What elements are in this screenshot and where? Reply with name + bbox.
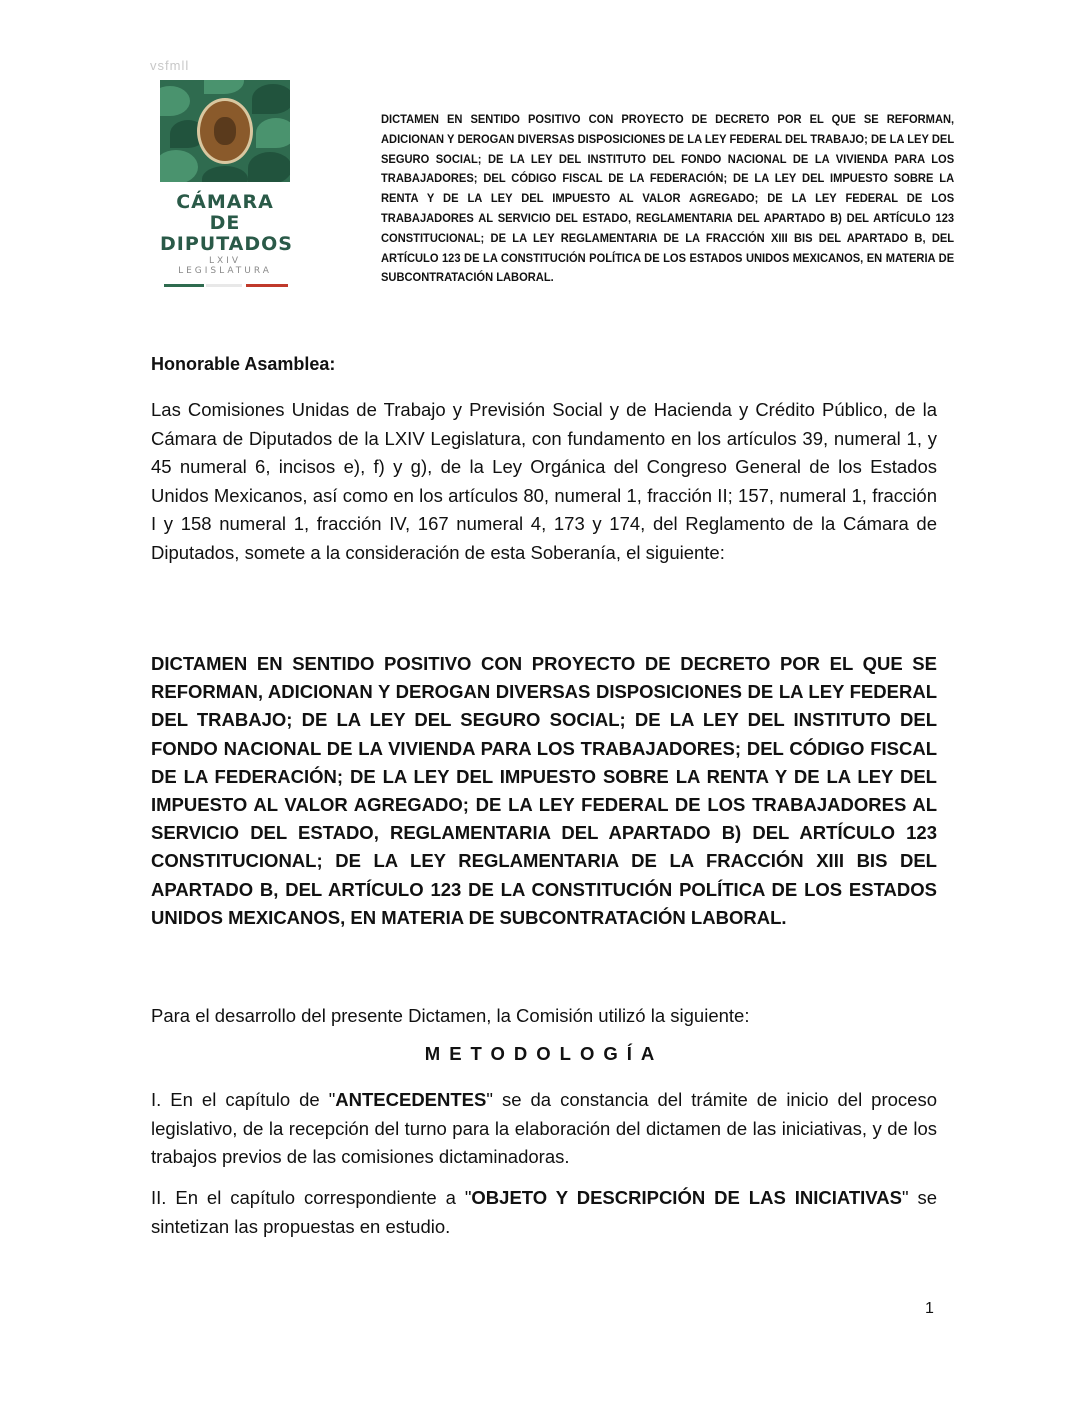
methodology-heading: METODOLOGÍA — [424, 1043, 664, 1064]
development-intro-paragraph: Para el desarrollo del presente Dictamen, la Comisión utilizó la siguiente: — [151, 1005, 750, 1026]
item-ii-suffix: " se sintetizan las propuestas en estudio. — [151, 1187, 937, 1237]
salutation: Honorable Asamblea: — [151, 354, 336, 374]
item-i-prefix: I. En el capítulo de " — [151, 1089, 336, 1110]
logo-title-line1: CÁMARA DE — [176, 191, 274, 234]
methodology-item-objeto — [151, 1184, 937, 1241]
methodology-item-antecedentes — [151, 1086, 937, 1172]
page-number: 1 — [925, 1300, 934, 1317]
logo-subtitle: LXIV LEGISLATURA — [178, 256, 272, 276]
item-ii-bold-term: OBJETO Y DESCRIPCIÓN DE LAS INICIATIVAS — [471, 1187, 902, 1208]
item-ii-prefix: II. En el capítulo correspondiente a " — [151, 1187, 472, 1208]
decree-title: DICTAMEN EN SENTIDO POSITIVO CON PROYECTO DE DECRETO POR EL QUE SE REFORMAN, ADICIONAN Y DEROGAN DIVERSAS DISPOSICIONES DE LA LEY FEDERAL DEL TRABAJO; DE LA LEY DEL SEGURO SOCIAL; DE LA LEY DEL INSTITUTO DEL FONDO NACIONAL DE LA VIVIENDA PARA LOS TRABAJADORES; DEL CÓDIGO FISCAL DE LA FEDERACIÓN; DE LA LEY DEL IMPUESTO SOBRE LA RENTA Y DE LA LEY DEL IMPUESTO AL VALOR AGREGADO; DE LA LEY FEDERAL DE LOS TRABAJADORES AL SERVICIO DEL ESTADO, REGLAMENTARIA DEL APARTADO B) DEL ARTÍCULO 123 CONSTITUCIONAL; DE LA LEY REGLAMENTARIA DE LA FRACCIÓN XIII BIS DEL APARTADO B, DEL ARTÍCULO 123 DE LA CONSTITUCIÓN POLÍTICA DE LOS ESTADOS UNIDOS MEXICANOS, EN MATERIA DE SUBCONTRATACIÓN LABORAL. — [151, 653, 937, 928]
document-header-title: DICTAMEN EN SENTIDO POSITIVO CON PROYECTO DE DECRETO POR EL QUE SE REFORMAN, ADICIONAN Y DEROGAN DIVERSAS DISPOSICIONES DE LA LEY FEDERAL DEL TRABAJO; DE LA LEY DEL SEGURO SOCIAL; DE LA LEY DEL INSTITUTO DEL FONDO NACIONAL DE LA VIVIENDA PARA LOS TRABAJADORES; DEL CÓDIGO FISCAL DE LA FEDERACIÓN; DE LA LEY DEL IMPUESTO SOBRE LA RENTA Y DE LA LEY DEL IMPUESTO AL VALOR AGREGADO; DE LA LEY FEDERAL DE LOS TRABAJADORES AL SERVICIO DEL ESTADO, REGLAMENTARIA DEL APARTADO B) DEL ARTÍCULO 123 CONSTITUCIONAL; DE LA LEY REGLAMENTARIA DE LA FRACCIÓN XIII BIS DEL APARTADO B, DEL ARTÍCULO 123 DE LA CONSTITUCIÓN POLÍTICA DE LOS ESTADOS UNIDOS MEXICANOS, EN MATERIA DE SUBCONTRATACIÓN LABORAL. — [381, 113, 955, 285]
watermark-text: vsfmll — [150, 58, 190, 73]
camara-de-diputados-logo — [160, 80, 293, 289]
logo-title-line2: DIPUTADOS — [160, 233, 293, 255]
item-i-bold-term: ANTECEDENTES — [335, 1089, 487, 1110]
flag-color-bars — [160, 284, 290, 289]
intro-paragraph: Las Comisiones Unidas de Trabajo y Previsión Social y de Hacienda y Crédito Público, de la Cámara de Diputados de la LXIV Legislatura, con fundamento en los artículos 39, numeral 1, y 45 numeral 6, incisos e), f) y g), de la Ley Orgánica del Congreso General de los Estados Unidos Mexicanos, así como en los artículos 80, numeral 1, fracción II; 157, numeral 1, fracción I y 158 numeral 1, fracción IV, 167 numeral 4, 173 y 174, del Reglamento de la Cámara de Diputados, somete a la consideración de esta Soberanía, el siguiente: — [151, 399, 937, 563]
logo-emblem-image — [160, 80, 290, 182]
item-i-suffix: " se da constancia del trámite de inicio del proceso legislativo, de la recepción del turno para la elaboración del dictamen de las iniciativas, y de los trabajos previos de las comisiones dictaminadoras. — [151, 1089, 937, 1167]
coat-of-arms-icon — [197, 98, 253, 164]
